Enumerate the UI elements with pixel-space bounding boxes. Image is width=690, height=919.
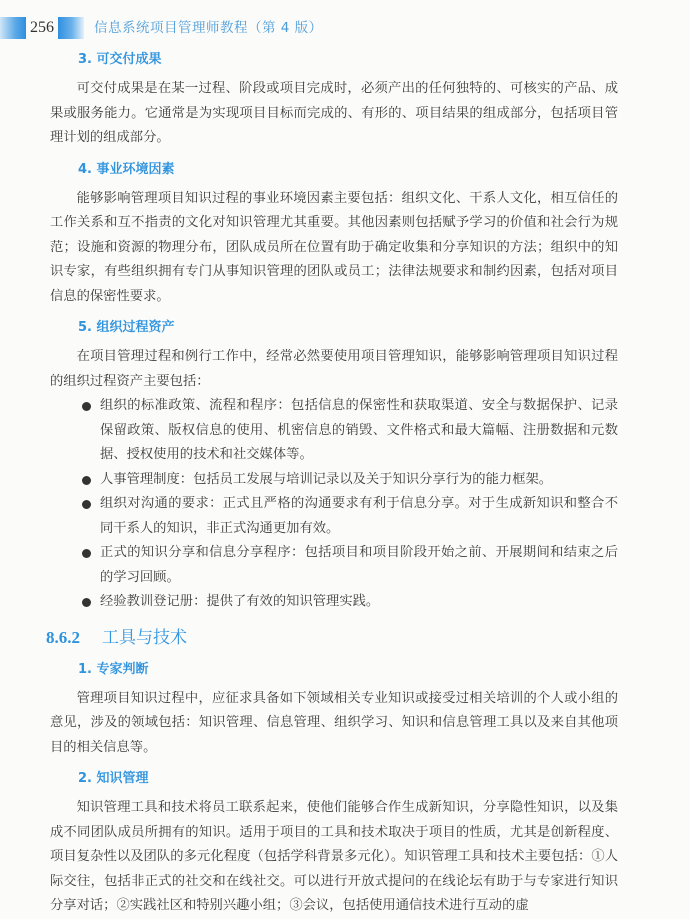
page-content (28, 47, 618, 919)
book-title: 信息系统项目管理师教程（第 4 版） (94, 20, 323, 36)
chapter-number: 8.6.2 (46, 627, 80, 647)
bullet-icon (82, 549, 91, 558)
paragraph-deliverables: 可交付成果是在某一过程、阶段或项目完成时，必须产出的任何独特的、可核实的产品、成果或服务能力。它通常是为实现项目目标而完成的、有形的、项目结果的组成部分，包括项目管理计划的组成部分。 (50, 81, 618, 145)
bullet-icon (82, 598, 91, 607)
page-header (0, 14, 690, 42)
paragraph-opa-intro: 在项目管理过程和例行工作中，经常必然要使用项目管理知识，能够影响管理项目知识过程的组织过程资产主要包括： (50, 349, 618, 389)
list-item: 正式的知识分享和信息分享程序：包括项目和项目阶段开始之前、开展期间和结束之后的学习回顾。 (78, 541, 618, 590)
section-heading-knowledge-management: 2. 知识管理 (78, 771, 149, 786)
header-accent-bar-left (0, 17, 26, 39)
section-heading-deliverables: 3. 可交付成果 (78, 52, 162, 67)
chapter-title: 工具与技术 (102, 627, 187, 648)
chapter-heading (28, 619, 618, 657)
section-heading-eef: 4. 事业环境因素 (78, 161, 175, 177)
section-heading-expert-judgment: 1. 专家判断 (78, 661, 149, 677)
bullet-icon (82, 500, 91, 509)
list-item: 经验教训登记册：提供了有效的知识管理实践。 (78, 590, 618, 615)
paragraph-knowledge-management: 知识管理工具和技术将员工联系起来，使他们能够合作生成新知识，分享隐性知识，以及集成不同团队成员所拥有的知识。适用于项目的工具和技术取决于项目的性质，尤其是创新程度、项目复杂性以及团队的多元化程度（包括学科背景多元化）。知识管理工具和技术主要包括：①人际交往，包括非正式的社交和在线社交。可以进行开放式提问的在线论坛有助于与专家进行知识分享对话；②实践社区和特别兴趣小组；③会议，包括使用通信技术进行互动的虚 (50, 800, 618, 913)
bullet-icon (82, 476, 91, 485)
bullet-icon (82, 402, 91, 411)
header-accent-bar-right (58, 17, 84, 39)
paragraph-eef: 能够影响管理项目知识过程的事业环境因素主要包括：组织文化、干系人文化，相互信任的工作关系和互不指责的文化对知识管理尤其重要。其他因素则包括赋予学习的价值和社会行为规范；设施和资源的物理分布，团队成员所在位置有助于确定收集和分享知识的方法；组织中的知识专家，有些组织拥有专门从事知识管理的团队或员工；法律法规要求和制约因素，包括对项目信息的保密性要求。 (50, 190, 618, 304)
list-item: 组织对沟通的要求：正式且严格的沟通要求有利于信息分享。对于生成新知识和整合不同干系人的知识，非正式沟通更加有效。 (78, 492, 618, 541)
list-item: 组织的标准政策、流程和程序：包括信息的保密性和获取渠道、安全与数据保护、记录保留政策、版权信息的使用、机密信息的销毁、文件格式和最大篇幅、注册数据和元数据、授权使用的技术和社交媒体等。 (78, 394, 618, 468)
page-number: 256 (30, 19, 54, 36)
paragraph-expert-judgment: 管理项目知识过程中，应征求具备如下领域相关专业知识或接受过相关培训的个人或小组的意见，涉及的领域包括：知识管理、信息管理、组织学习、知识和信息管理工具以及来自其他项目的相关信息等。 (50, 690, 618, 755)
section-heading-opa: 5. 组织过程资产 (78, 320, 175, 335)
list-item: 人事管理制度：包括员工发展与培训记录以及关于知识分享行为的能力框架。 (78, 468, 618, 493)
opa-bullet-list (28, 394, 618, 615)
